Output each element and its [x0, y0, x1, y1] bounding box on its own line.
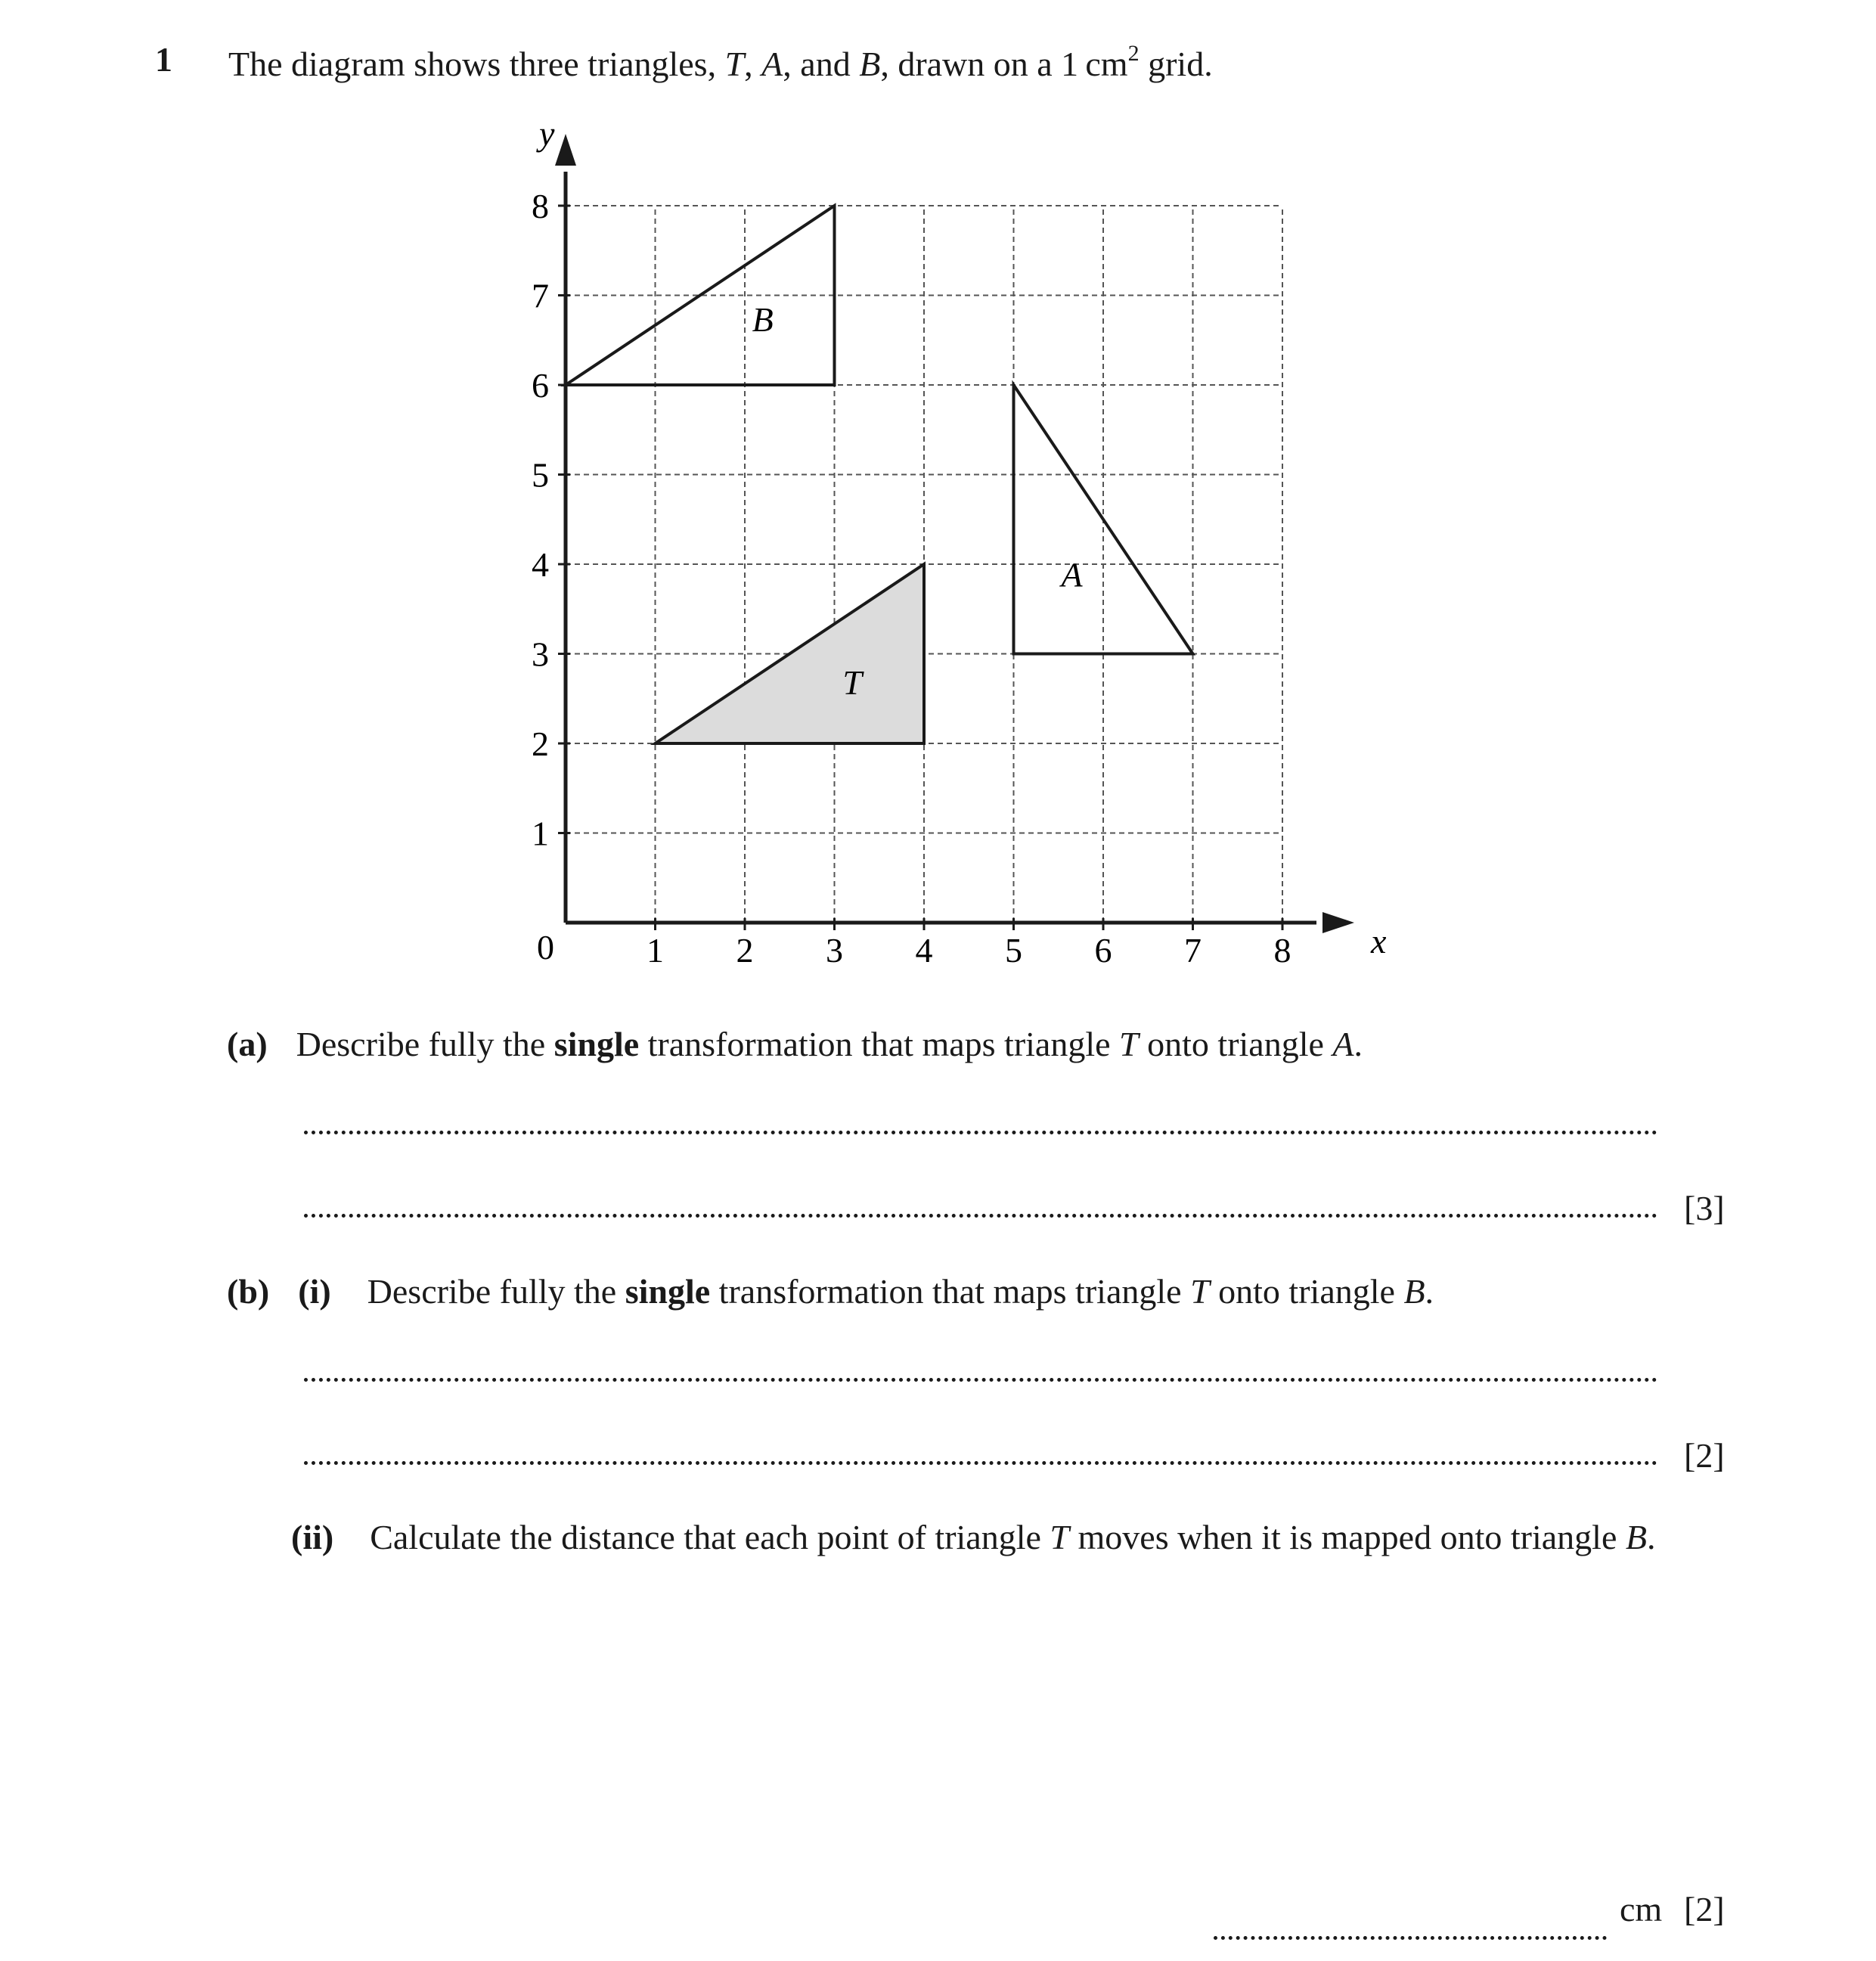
part-a-label: (a): [227, 1025, 268, 1063]
question-number: 1: [155, 40, 172, 79]
y-tick-label-1: 1: [532, 814, 549, 853]
y-tick-label-8: 8: [532, 187, 549, 225]
intro-text-1: The diagram shows three triangles,: [228, 45, 725, 83]
part-b-i-label: (i): [298, 1272, 331, 1311]
y-tick-label-7: 7: [532, 276, 549, 315]
intro-name-t: T: [724, 45, 745, 83]
y-axis-label: y: [539, 114, 555, 153]
intro-text-3: grid.: [1139, 45, 1213, 83]
answer-line-a2[interactable]: [304, 1214, 1657, 1218]
x-tick-label-6: 6: [1094, 931, 1112, 970]
part-a-text-1: Describe fully the: [296, 1025, 554, 1063]
part-b-i-text-4: .: [1425, 1272, 1434, 1311]
marks-b-ii: [2]: [1684, 1890, 1725, 1928]
y-axis-arrowhead: [555, 134, 576, 166]
intro-name-b: B: [859, 45, 881, 83]
x-axis-arrowhead: [1323, 912, 1354, 933]
y-tick-label-5: 5: [532, 455, 549, 495]
x-tick-label-4: 4: [915, 931, 933, 970]
y-tick-label-4: 4: [532, 545, 549, 584]
intro-superscript: 2: [1127, 41, 1140, 66]
part-a-text-4: .: [1354, 1025, 1363, 1063]
triangle-label-b: B: [752, 299, 774, 339]
part-b-ii-text-1: Calculate the distance that each point of triangle: [370, 1518, 1050, 1556]
answer-line-b1[interactable]: [304, 1378, 1657, 1382]
marks-b-i: [2]: [1684, 1436, 1725, 1475]
intro-name-a: A: [761, 45, 783, 83]
part-a-question: [227, 1027, 1363, 1062]
part-b-ii-question: [291, 1520, 1655, 1555]
part-a-text-2: transformation that maps triangle: [639, 1025, 1120, 1063]
part-a-text-3: onto triangle: [1138, 1025, 1333, 1063]
x-tick-label-3: 3: [826, 931, 843, 970]
part-a-bold: single: [553, 1025, 640, 1063]
x-tick-label-1: 1: [647, 931, 664, 970]
unit-cm: cm: [1620, 1890, 1663, 1928]
axes: [536, 114, 1387, 967]
triangle-label-a: A: [1061, 555, 1083, 594]
x-tick-label-7: 7: [1184, 931, 1202, 970]
y-tick-label-6: 6: [532, 366, 549, 405]
answer-line-b-ii[interactable]: [1214, 1936, 1607, 1940]
triangle-label-t: T: [842, 662, 862, 702]
part-b-ii-text-3: .: [1646, 1518, 1656, 1556]
intro-sep-1: ,: [744, 45, 762, 83]
part-b-label: (b): [227, 1272, 270, 1311]
part-b-i-bold: single: [625, 1272, 711, 1311]
intro-sep-2: , and: [783, 45, 860, 83]
part-b-i-to: B: [1403, 1272, 1425, 1311]
marks-a: [3]: [1684, 1189, 1725, 1227]
answer-line-a1[interactable]: [304, 1131, 1657, 1134]
part-b-i-text-3: onto triangle: [1209, 1272, 1404, 1311]
x-tick-label-8: 8: [1273, 931, 1291, 970]
part-b-i-from: T: [1190, 1272, 1210, 1311]
part-b-ii-to: B: [1625, 1518, 1647, 1556]
part-b-ii-label: (ii): [291, 1518, 334, 1556]
x-axis-label: x: [1371, 922, 1387, 960]
x-tick-label-5: 5: [1005, 931, 1022, 970]
intro-text-2: , drawn on a 1 cm: [880, 45, 1128, 83]
y-tick-label-2: 2: [532, 725, 549, 763]
x-tick-label-2: 2: [736, 931, 754, 970]
origin-label: 0: [537, 928, 554, 967]
answer-line-b2[interactable]: [304, 1461, 1657, 1465]
part-b-ii-from: T: [1050, 1518, 1069, 1556]
part-a-from: T: [1119, 1025, 1139, 1063]
part-b-i-text-1: Describe fully the: [367, 1272, 625, 1311]
part-a-to: A: [1332, 1025, 1354, 1063]
part-b-i-text-2: transformation that maps triangle: [710, 1272, 1191, 1311]
y-tick-label-3: 3: [532, 635, 549, 674]
part-b-i-question: [227, 1274, 1434, 1309]
part-b-ii-text-2: moves when it is mapped onto triangle: [1069, 1518, 1626, 1556]
